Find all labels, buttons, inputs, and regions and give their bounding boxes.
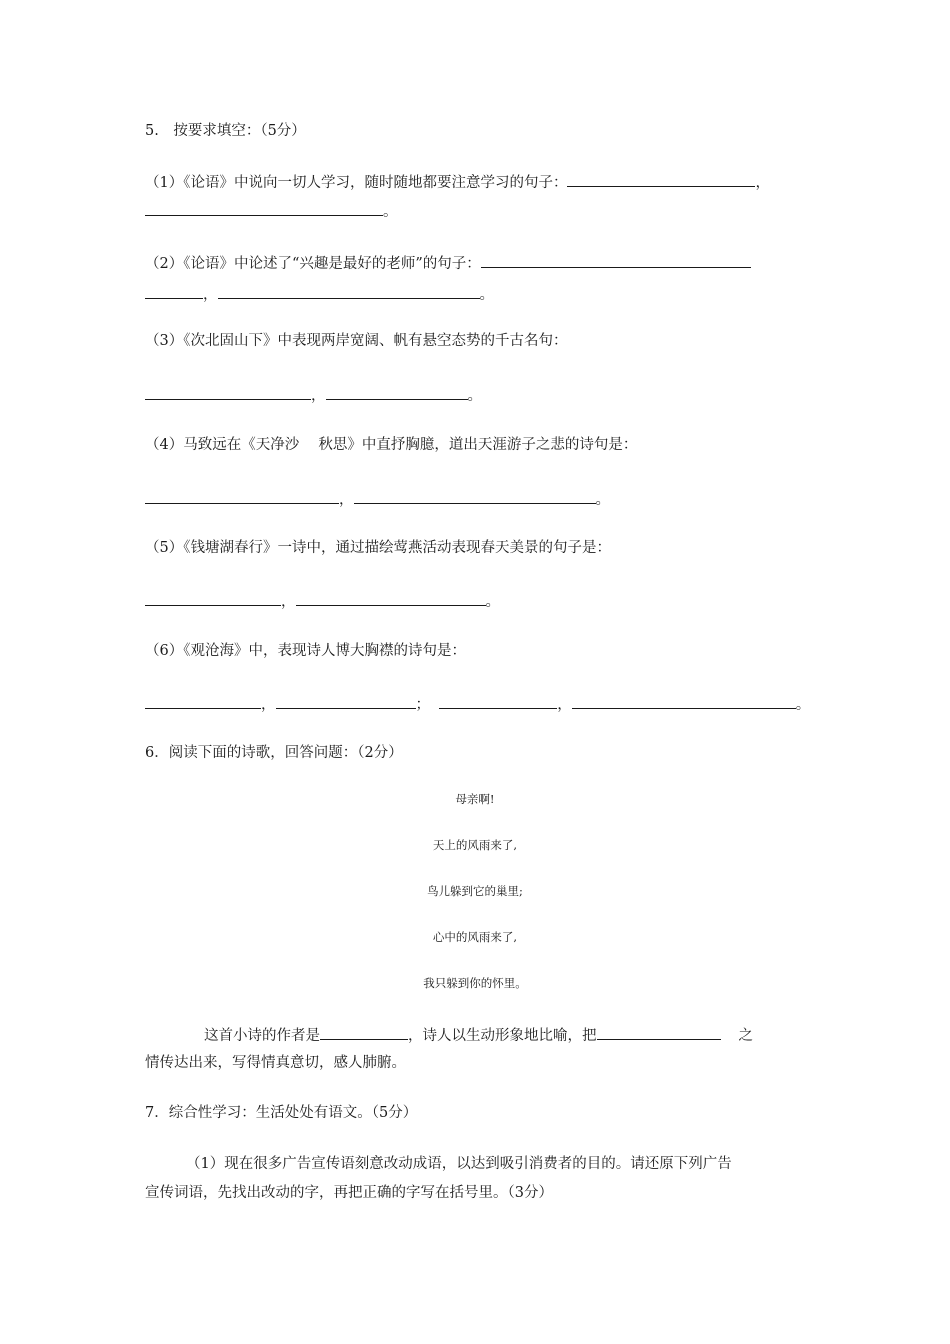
q5-item4-answer bbox=[145, 489, 610, 510]
q5-item3-answer bbox=[145, 385, 482, 406]
comma: ， bbox=[203, 287, 218, 303]
answer-blank[interactable] bbox=[145, 201, 383, 216]
q6-question-line2: 情传达出来，写得情真意切，感人肺腑。 bbox=[145, 1055, 406, 1071]
q7-paragraph-line1: （1）现在很多广告宣传语刻意改动成语，以达到吸引消费者的目的。请还原下列广告 bbox=[186, 1156, 732, 1172]
period: 。 bbox=[479, 287, 494, 303]
answer-blank[interactable] bbox=[218, 284, 480, 299]
answer-blank[interactable] bbox=[145, 489, 339, 504]
q5-item4-text: （4）马致远在《天净沙 秋思》中直抒胸臆，道出天涯游子之悲的诗句是： bbox=[145, 437, 638, 453]
q6-text-a: 这首小诗的作者是 bbox=[204, 1028, 320, 1044]
q6-text-c: 之 bbox=[738, 1028, 753, 1044]
poem-line: 我只躲到你的怀里。 bbox=[423, 976, 527, 990]
q5-item1-text: （1）《论语》中说向一切人学习，随时随地都要注意学习的句子： bbox=[145, 175, 568, 191]
answer-blank[interactable] bbox=[276, 694, 416, 709]
poem-line: 鸟儿躲到它的巢里; bbox=[427, 884, 523, 898]
answer-blank[interactable] bbox=[145, 694, 261, 709]
comma: ， bbox=[311, 388, 326, 404]
q5-item5-answer bbox=[145, 591, 500, 612]
comma: ， bbox=[281, 594, 296, 610]
answer-blank[interactable] bbox=[145, 385, 311, 400]
q5-item3-text: （3）《次北固山下》中表现两岸宽阔、帆有悬空态势的千古名句： bbox=[145, 333, 568, 349]
comma: ， bbox=[557, 697, 572, 713]
answer-blank[interactable] bbox=[145, 591, 281, 606]
q5-item1-line2 bbox=[145, 201, 398, 222]
answer-blank[interactable] bbox=[597, 1025, 721, 1040]
q5-item1-line1 bbox=[145, 172, 770, 193]
q6-title: 6．阅读下面的诗歌，回答问题：（2分） bbox=[145, 745, 403, 761]
answer-blank[interactable] bbox=[296, 591, 486, 606]
q7-title: 7．综合性学习：生活处处有语文。（5分） bbox=[145, 1105, 418, 1121]
q5-item6-answer bbox=[145, 694, 810, 715]
period: 。 bbox=[383, 204, 398, 220]
answer-blank[interactable] bbox=[567, 172, 755, 187]
q5-title: 5. 按要求填空：（5分） bbox=[145, 123, 306, 139]
answer-blank[interactable] bbox=[145, 284, 203, 299]
q5-item5-text: （5）《钱塘湖春行》一诗中，通过描绘莺燕活动表现春天美景的句子是： bbox=[145, 540, 611, 556]
poem-line: 天上的风雨来了, bbox=[432, 838, 518, 852]
period: 。 bbox=[795, 697, 811, 713]
answer-blank[interactable] bbox=[354, 489, 596, 504]
q5-item2-line2 bbox=[145, 284, 494, 305]
poem-line: 心中的风雨来了, bbox=[432, 930, 518, 944]
q7-paragraph-line2: 宣传词语，先找出改动的字，再把正确的字写在括号里。（3分） bbox=[145, 1185, 553, 1201]
poem-line: 母亲啊! bbox=[455, 792, 495, 806]
q5-item2-line1 bbox=[145, 253, 751, 274]
comma: ， bbox=[755, 175, 770, 191]
period: 。 bbox=[595, 492, 610, 508]
answer-blank[interactable] bbox=[326, 385, 468, 400]
q5-item6-text: （6）《观沧海》中，表现诗人博大胸襟的诗句是： bbox=[145, 643, 466, 659]
answer-blank[interactable] bbox=[572, 694, 796, 709]
comma: ， bbox=[339, 492, 354, 508]
answer-blank[interactable] bbox=[320, 1025, 408, 1040]
comma: ， bbox=[261, 697, 276, 713]
q5-item2-text: （2）《论语》中论述了“兴趣是最好的老师”的句子： bbox=[145, 256, 481, 272]
semicolon: ； bbox=[415, 697, 430, 713]
period: 。 bbox=[467, 388, 482, 404]
answer-blank[interactable] bbox=[439, 694, 557, 709]
q6-text-b: ，诗人以生动形象地比喻，把 bbox=[408, 1028, 597, 1044]
period: 。 bbox=[485, 594, 500, 610]
q6-question-line1 bbox=[204, 1025, 753, 1046]
answer-blank[interactable] bbox=[481, 253, 751, 268]
